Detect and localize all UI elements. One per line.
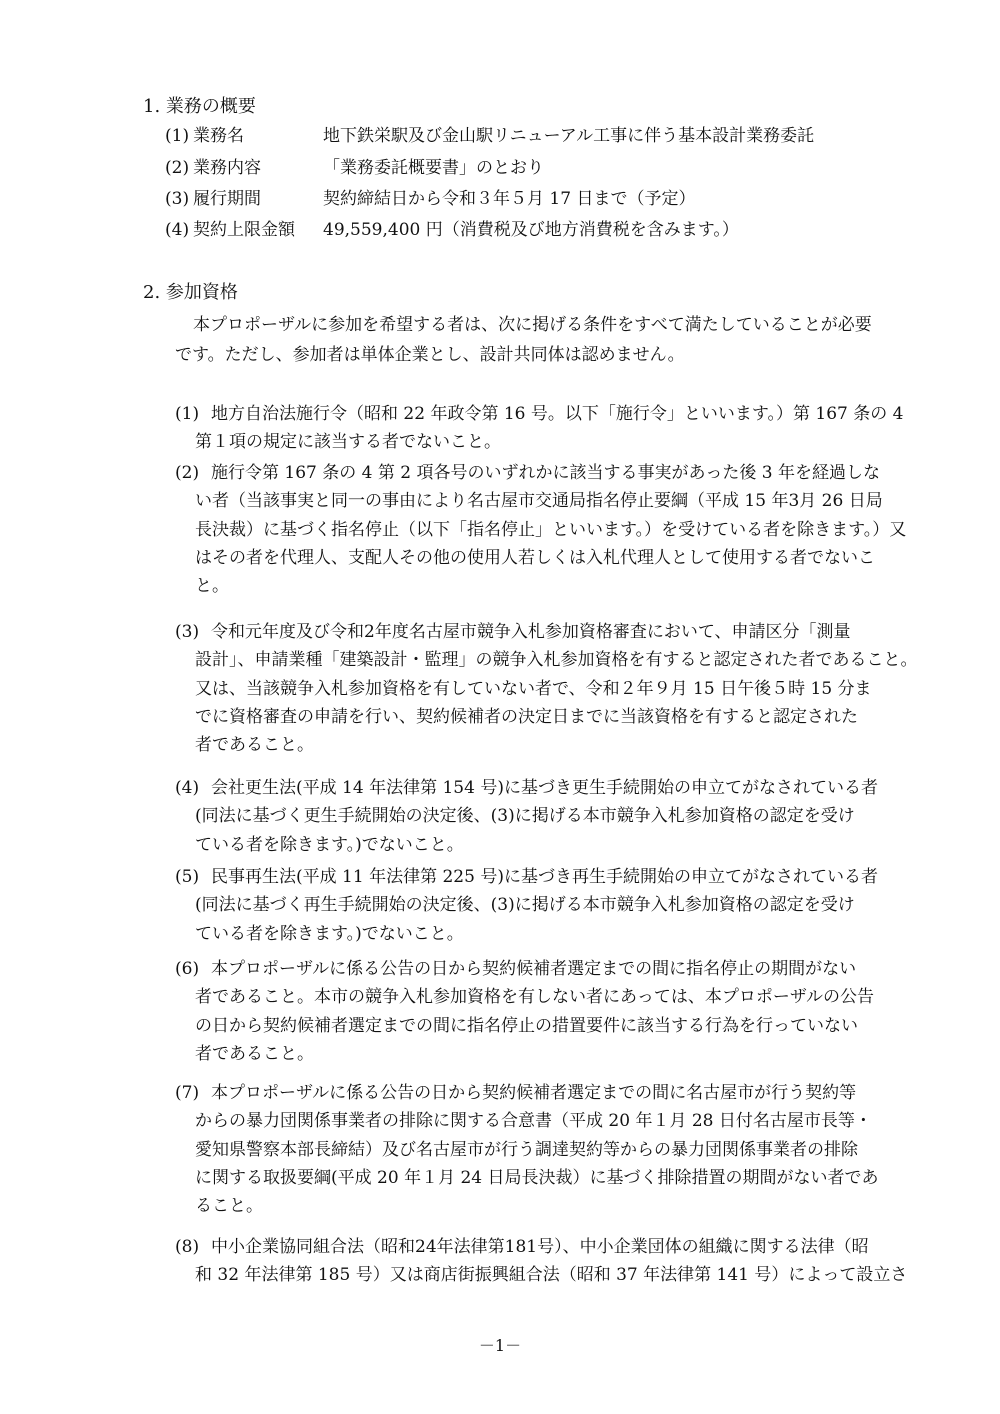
item-text: ている者を除きます。)でないこと。 [195, 923, 464, 944]
section-1-heading: 1. 業務の概要 [143, 96, 256, 117]
overview-row-contract-limit [165, 218, 739, 242]
item-text: に関する取扱要綱(平成 20 年１月 24 日局長決裁）に基づく排除措置の期間がない者であ [195, 1167, 879, 1188]
item-text: ている者を除きます。)でないこと。 [195, 834, 464, 855]
overview-number: (4) [165, 220, 190, 240]
item-text: 民事再生法(平成 11 年法律第 225 号)に基づき再生手続開始の申立てがなされている者 [211, 867, 878, 887]
qualification-item-2 [175, 459, 905, 600]
item-number: (2) [175, 463, 200, 483]
qualification-item-7 [175, 1079, 905, 1220]
item-text: 者であること。 [195, 735, 314, 756]
qualification-item-5 [175, 863, 905, 948]
overview-row-business-content [165, 156, 544, 180]
item-text: (同法に基づく更生手続開始の決定後、(3)に掲げる本市競争入札参加資格の認定を受け [195, 806, 855, 827]
overview-number: (2) [165, 158, 190, 178]
item-text: でに資格審査の申請を行い、契約候補者の決定日までに当該資格を有すると認定された [195, 706, 858, 727]
overview-row-period [165, 187, 695, 211]
overview-label: 契約上限金額 [193, 220, 295, 240]
intro-line: です。ただし、参加者は単体企業とし、設計共同体は認めません。 [175, 345, 685, 365]
item-text: からの暴力団関係事業者の排除に関する合意書（平成 20 年１月 28 日付名古屋市長等・ [195, 1111, 872, 1132]
item-text: 本プロポーザルに係る公告の日から契約候補者選定までの間に指名停止の期間がない [211, 959, 857, 979]
item-text: 者であること。 [195, 1043, 314, 1064]
overview-row-business-name [165, 124, 814, 148]
item-number: (7) [175, 1083, 200, 1103]
overview-label: 履行期間 [193, 189, 261, 209]
page-number: －1－ [478, 1336, 522, 1355]
section-2-intro [175, 310, 872, 370]
qualification-item-3 [175, 618, 918, 759]
qualification-item-4 [175, 774, 905, 859]
overview-number: (1) [165, 126, 190, 146]
overview-label: 業務内容 [193, 158, 261, 178]
section-2-heading: 2. 参加資格 [143, 282, 238, 303]
item-text: 設計」、申請業種「建築設計・監理」の競争入札参加資格を有すると認定された者であること。 [195, 650, 918, 671]
item-text: (同法に基づく再生手続開始の決定後、(3)に掲げる本市競争入札参加資格の認定を受け [195, 895, 855, 916]
item-text: 和 32 年法律第 185 号）又は商店街振興組合法（昭和 37 年法律第 141 号）によって設立さ [195, 1265, 908, 1286]
item-text: 施行令第 167 条の 4 第 2 項各号のいずれかに該当する事実があった後 3 年を経過しな [211, 463, 880, 483]
item-text: 者であること。本市の競争入札参加資格を有しない者にあっては、本プロポーザルの公告 [195, 987, 874, 1008]
intro-line: 本プロポーザルに参加を希望する者は、次に掲げる条件をすべて満たしていることが必要 [193, 315, 872, 335]
item-text: 令和元年度及び令和2年度名古屋市競争入札参加資格審査において、申請区分「測量 [211, 622, 851, 642]
item-number: (1) [175, 404, 200, 424]
overview-value: 契約締結日から令和３年５月 17 日まで（予定） [323, 189, 696, 209]
item-text: 会社更生法(平成 14 年法律第 154 号)に基づき更生手続開始の申立てがなされている者 [211, 778, 878, 798]
item-number: (6) [175, 959, 200, 979]
item-text: い者（当該事実と同一の事由により名古屋市交通局指名停止要綱（平成 15 年3月 26 日局 [195, 491, 883, 512]
item-text: 長決裁）に基づく指名停止（以下「指名停止」といいます。）を受けている者を除きます。）又 [195, 519, 907, 540]
item-number: (4) [175, 778, 200, 798]
item-text: 中小企業協同組合法（昭和24年法律第181号）、中小企業団体の組織に関する法律（昭 [211, 1237, 869, 1257]
item-text: 又は、当該競争入札参加資格を有していない者で、令和２年９月 15 日午後５時 15 分ま [195, 678, 872, 699]
item-text: 愛知県警察本部長締結）及び名古屋市が行う調達契約等からの暴力団関係事業者の排除 [195, 1139, 858, 1160]
item-text: の日から契約候補者選定までの間に指名停止の措置要件に該当する行為を行っていない [195, 1015, 858, 1036]
overview-value: 「業務委託概要書」のとおり [323, 158, 544, 178]
item-text: 本プロポーザルに係る公告の日から契約候補者選定までの間に名古屋市が行う契約等 [211, 1083, 857, 1103]
item-number: (8) [175, 1237, 200, 1257]
qualification-item-6 [175, 955, 905, 1068]
overview-value: 地下鉄栄駅及び金山駅リニューアル工事に伴う基本設計業務委託 [323, 126, 815, 146]
item-text: 第１項の規定に該当する者でないこと。 [195, 432, 501, 453]
item-text: 地方自治法施行令（昭和 22 年政令第 16 号。以下「施行令」といいます。）第 167 条の 4 [211, 404, 904, 424]
qualification-item-8 [175, 1233, 908, 1290]
overview-number: (3) [165, 189, 190, 209]
overview-label: 業務名 [193, 126, 244, 146]
qualification-item-1 [175, 400, 905, 457]
item-text: はその者を代理人、支配人その他の使用人若しくは入札代理人として使用する者でないこ [195, 547, 875, 568]
item-text: と。 [195, 576, 229, 597]
item-text: ること。 [195, 1196, 263, 1217]
overview-value: 49,559,400 円（消費税及び地方消費税を含みます。） [323, 220, 739, 240]
item-number: (3) [175, 622, 200, 642]
item-number: (5) [175, 867, 200, 887]
